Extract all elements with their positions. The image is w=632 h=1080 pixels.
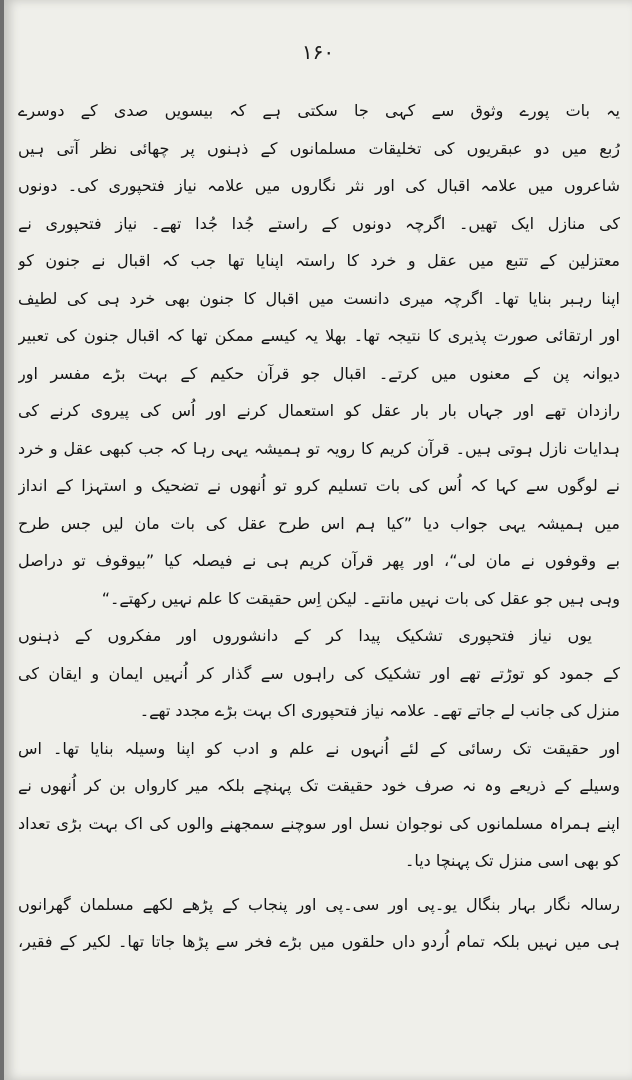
text-line: یوں نیاز فتحپوری تشکیک پیدا کر کے دانشوروں اور مفکروں کے ذہنوں: [18, 626, 592, 645]
text-line: بے وقوفوں نے مان لی“، اور پھر قرآن کریم ہی نے فیصلہ کیا ”بیوقوف تو دراصل: [18, 551, 620, 570]
text-line: اور ارتقائی صورت پذیری کا نتیجہ تھا۔ بھلا یہ کیسے ممکن تھا کہ اقبال جنون کی تعبیر: [18, 326, 620, 345]
text-line: معتزلین کے تتبع میں عقل و خرد کا راستہ اپنایا تھا جب کہ اقبال نے جنون کو: [18, 251, 620, 270]
text-line: میں ہمیشہ یہی جواب دیا ”کیا ہم اس طرح عقل کی بات مان لیں جس طرح: [18, 513, 620, 533]
paragraph-4: [18, 886, 620, 961]
text-line: دیوانہ پن کے معنوں میں کرتے۔ اقبال جو قرآن حکیم کے بہت بڑے مفسر اور: [18, 363, 620, 383]
text-line: اپنے ہمراہ مسلمانوں کی نوجوان نسل اور سوچنے سمجھنے والوں کی اک بہت بڑی تعداد: [18, 813, 620, 833]
text-line: رازدان تھے اور جہاں بار بار عقل کو استعمال کرنے اور اُس کی پیروی کرنے کی: [18, 401, 620, 420]
text-line: یہ بات پورے وثوق سے کہی جا سکتی ہے کہ بیسویں صدی کے دوسرے: [18, 101, 620, 120]
text-line: وسیلے کے ذریعے وہ نہ صرف خود حقیقت تک پہنچے بلکہ میر کارواں بن کر اُنھوں نے: [18, 776, 620, 795]
text-line: رسالہ نگار بہار بنگال یو۔پی اور سی۔پی اور پنجاب کے پڑھے لکھے مسلمان گھرانوں: [18, 894, 620, 914]
text-line: کو بھی اسی منزل تک پہنچا دیا۔: [404, 851, 620, 870]
paragraph-2: [18, 617, 620, 730]
text-line: ہدایات نازل ہوتی ہیں۔ قرآن کریم کا رویہ تو ہمیشہ یہی رہا کہ جب کبھی عقل و خرد: [18, 438, 620, 458]
paragraph-3: [18, 730, 620, 880]
text-line: وہی ہیں جو عقل کی بات نہیں مانتے۔ لیکن اِس حقیقت کا علم نہیں رکھتے۔“: [101, 588, 620, 608]
text-line: منزل کی جانب لے جاتے تھے۔ علامہ نیاز فتحپوری اک بہت بڑے مجدد تھے۔: [139, 701, 620, 720]
text-line: رُبع میں دو عبقریوں کی تخلیقات مسلمانوں کے ذہنوں پر چھائی نظر آتی ہیں: [18, 138, 620, 158]
page-number: ۱۶۰: [301, 40, 335, 64]
text-line: ہی میں نہیں بلکہ تمام اُردو داں حلقوں میں بڑے فخر سے پڑھا جاتا تھا۔ لکیر کے فقیر،: [18, 932, 620, 951]
text-line: نے لوگوں سے کہا کہ اُس کی بات تسلیم کرو تو اُنھوں نے تضحیک و استہزا کے انداز: [18, 476, 620, 495]
book-page: [4, 0, 632, 1080]
paragraph-1: [18, 92, 620, 617]
text-line: کی منازل ایک تھیں۔ اگرچہ دونوں کے راستے جُدا جُدا تھے۔ نیاز فتحپوری نے: [18, 213, 620, 233]
page-body: [18, 92, 620, 961]
text-line: کے جمود کو توڑتے تھے اور تشکیک کی راہوں سے گذار کر اُنہیں ایمان و ایقان کی: [18, 663, 620, 683]
text-line: اپنا رہبر بنایا تھا۔ اگرچہ میری دانست میں اقبال کا جنون بھی خرد ہی کی لطیف: [18, 288, 620, 308]
text-line: اور حقیقت تک رسائی کے لئے اُنہوں نے علم و ادب کو اپنا وسیلہ بنایا تھا۔ اس: [18, 738, 620, 758]
text-line: شاعروں میں علامہ اقبال کی اور نثر نگاروں میں علامہ نیاز فتحپوری کی۔ دونوں: [18, 176, 620, 195]
